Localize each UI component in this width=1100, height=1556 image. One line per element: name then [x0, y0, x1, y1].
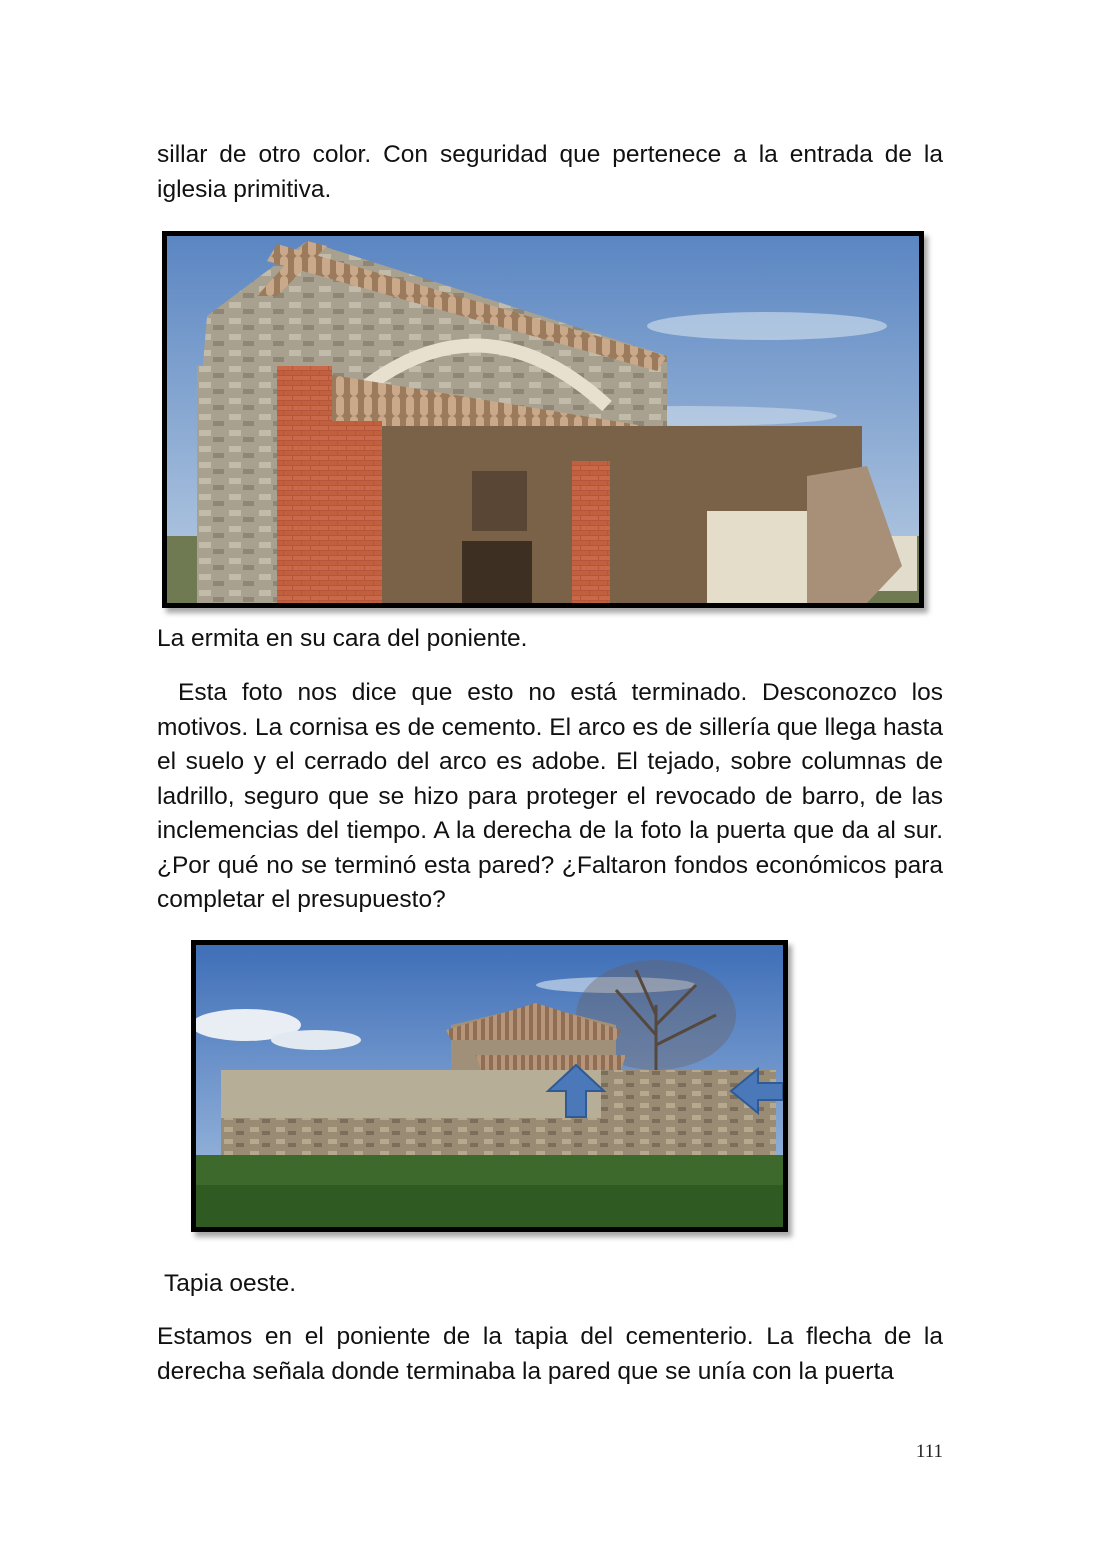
body-paragraph-2: Esta foto nos dice que esto no está terminado. Desconozco los motivos. La cornisa es de cemento. El arco es de sillería que llega hasta el suelo y el cerrado del arco es adobe. El tejado, sobre columnas de ladrillo, seguro que se hizo para proteger el revocado de barro, de las inclemencias del tiempo. A la derecha de la foto la puerta que da al sur. ¿Por qué no se terminó esta pared? ¿Faltaron fondos económicos para completar el presupuesto?	[157, 679, 943, 913]
body-paragraph-3: Estamos en el poniente de la tapia del cementerio. La flecha de la derecha señala donde terminaba la pared que se unía con la puerta	[157, 1323, 943, 1385]
figure-caption-1: La ermita en su cara del poniente.	[157, 625, 528, 652]
west-wall-photo	[191, 940, 788, 1232]
intro-paragraph: sillar de otro color. Con seguridad que pertenece a la entrada de la iglesia primitiva.	[157, 141, 943, 203]
page-number: 111	[915, 1441, 943, 1462]
hermitage-west-face-photo	[162, 231, 924, 608]
figure-caption-2: Tapia oeste.	[164, 1270, 297, 1297]
